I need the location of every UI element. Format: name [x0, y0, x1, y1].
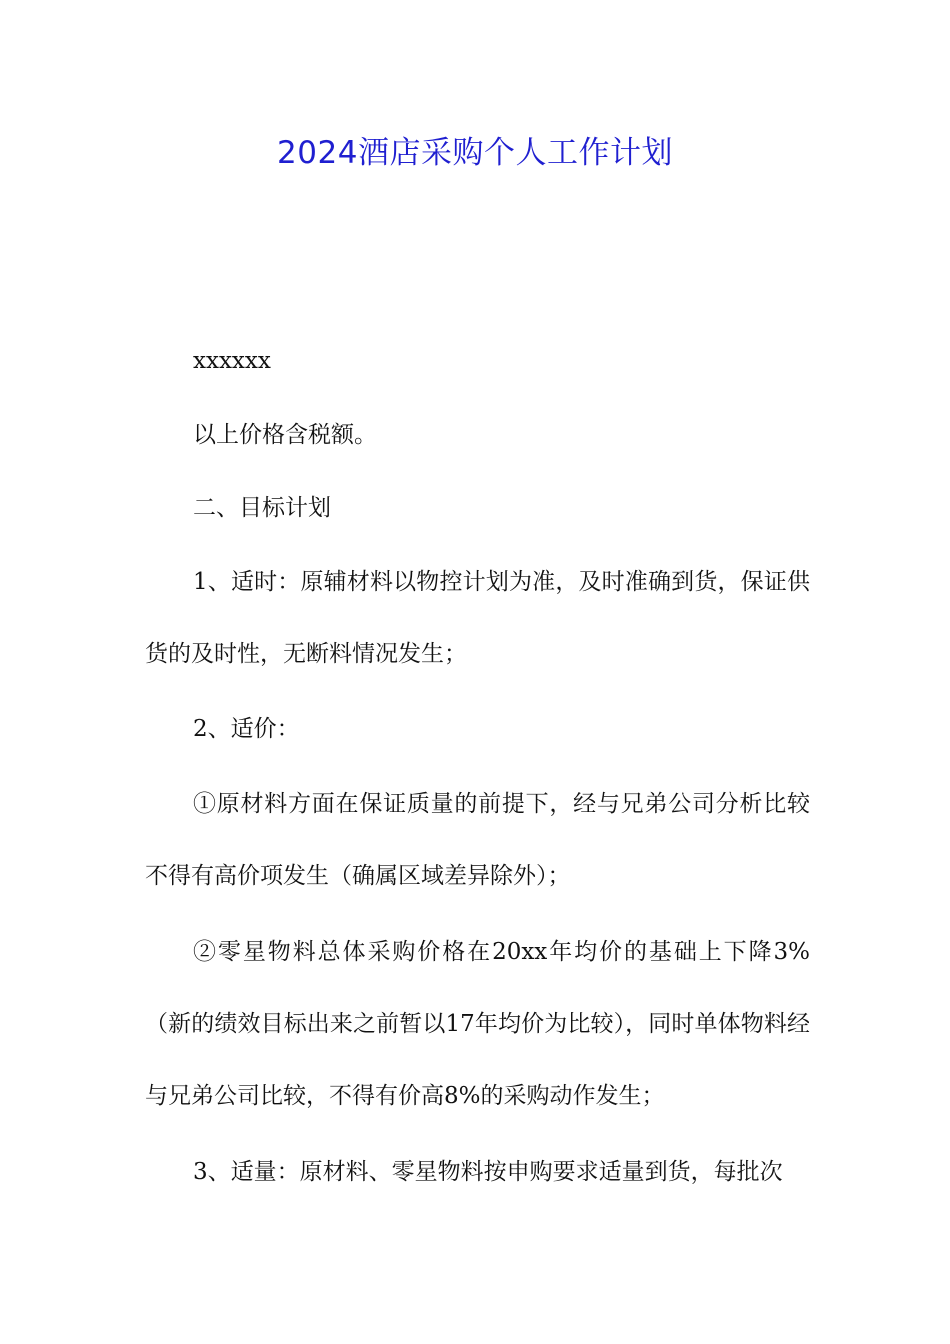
paragraph-timely: 1、适时：原辅材料以物控计划为准，及时准确到货，保证供货的及时性，无断料情况发生；: [145, 569, 810, 667]
paragraph-tax-note: 以上价格含税额。: [193, 422, 377, 448]
paragraph-sporadic-material-price: ②零星物料总体采购价格在20xx年均价的基础上下降3%（新的绩效目标出来之前暂以17年均价为比较），同时单体物料经与兄弟公司比较，不得有价高8%的采购动作发生；: [145, 939, 810, 1109]
paragraph-placeholder: xxxxxx: [193, 348, 271, 374]
section-heading-target-plan: 二、目标计划: [193, 495, 331, 521]
document-title: 2024酒店采购个人工作计划: [277, 135, 673, 171]
paragraph-raw-material-price: ①原材料方面在保证质量的前提下，经与兄弟公司分析比较不得有高价项发生（确属区域差异除外）；: [145, 791, 810, 889]
paragraph-quantity: 3、适量：原材料、零星物料按申购要求适量到货，每批次: [193, 1159, 783, 1185]
paragraph-price-heading: 2、适价：: [193, 716, 300, 742]
